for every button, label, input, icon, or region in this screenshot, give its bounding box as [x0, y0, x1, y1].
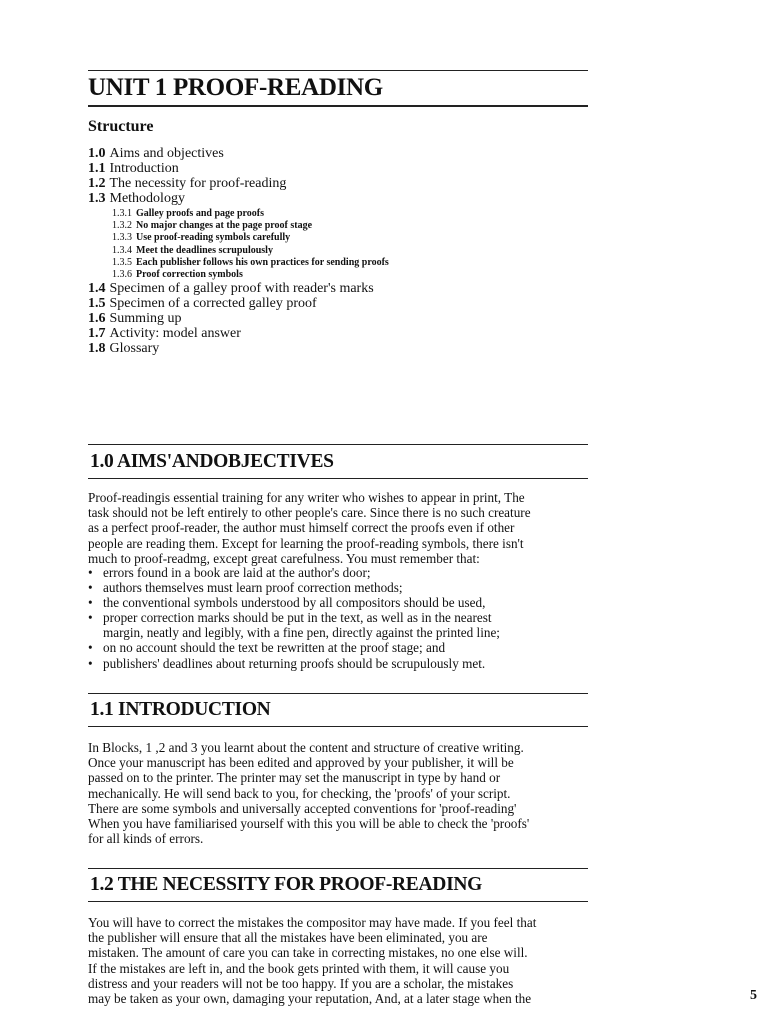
- structure-heading: Structure: [88, 118, 154, 135]
- toc-item: 1.0 Aims and objectives: [88, 146, 224, 161]
- list-item: • errors found in a book are laid at the author's door;: [88, 565, 371, 580]
- section-rule: [88, 726, 588, 727]
- toc-subitem: 1.3.3 Use proof-reading symbols carefully: [112, 232, 291, 244]
- section-heading-introduction: 1.1 INTRODUCTION: [90, 699, 271, 720]
- list-item: • publishers' deadlines about returning proofs should be scrupulously met.: [88, 655, 486, 671]
- section-rule: [88, 444, 588, 445]
- toc-item: 1.7 Activity: model answer: [88, 326, 241, 342]
- title-underline: [88, 105, 588, 107]
- unit-title: UNIT 1 PROOF-READING: [88, 74, 383, 101]
- toc-item: 1.5 Specimen of a corrected galley proof: [88, 296, 317, 312]
- section-rule: [88, 478, 588, 479]
- top-rule: [88, 70, 588, 71]
- toc-subitem: 1.3.2 No major changes at the page proof stage: [112, 220, 313, 232]
- page-number: 5: [750, 988, 757, 1003]
- section-rule: [88, 868, 588, 869]
- aims-bullet-list: [88, 565, 588, 671]
- toc-item: 1.8 Glossary: [88, 341, 160, 357]
- toc-item: 1.2 The necessity for proof-reading: [88, 176, 287, 191]
- toc-subitem: 1.3.4 Meet the deadlines scrupulously: [112, 244, 273, 256]
- table-of-contents: [88, 146, 588, 356]
- toc-item: 1.1 Introduction: [88, 161, 179, 176]
- toc-subitem: 1.3.6 Proof correction symbols: [112, 269, 243, 281]
- necessity-paragraph: You will have to correct the mistakes the compositor may have made. If you feel that the publisher will ensure that all the mistakes have been eliminated, you are mistaken. The amount of care you can take in correcting mistakes, no one else will. If the mistakes are left in, and the book gets printed with them, it will cause you distress and your readers will not be too happy. If you are a scholar, the mistakes may be taken as your own, damaging your reputation, And, at a later stage when the: [88, 915, 537, 1007]
- toc-item: 1.6 Summing up: [88, 311, 182, 327]
- list-item: • proper correction marks should be put in the text, as well as in the nearest margin, neatly and legibly, with a fine pen, directly against the printed line;: [88, 610, 500, 641]
- list-item: • authors themselves must learn proof correction methods;: [88, 580, 403, 596]
- toc-subitem: 1.3.5 Each publisher follows his own practices for sending proofs: [112, 256, 389, 268]
- list-item: • the conventional symbols understood by all compositors should be used,: [88, 595, 486, 611]
- toc-item: 1.4 Specimen of a galley proof with reader's marks: [88, 281, 374, 297]
- aims-paragraph: Proof-readingis essential training for any writer who wishes to appear in print, The task should not be left entirely to other people's care. Since there is no such creature as a perfect proof-reader, the author must himself correct the proofs even if other people are reading them. Except for learning the proof-reading symbols, there isn't much to proof-readmg, except great carefulness. You must remember that:: [88, 490, 531, 566]
- list-item: • on no account should the text be rewritten at the proof stage; and: [88, 640, 446, 656]
- introduction-paragraph: In Blocks, 1 ,2 and 3 you learnt about the content and structure of creative writing. Once your manuscript has been edited and approved by your publisher, it will be passed on to the printer. The printer may set the manuscript in type by hand or mechanically. He will send back to you, for checking, the 'proofs' of your script. There are some symbols and universally accepted conventions for 'proof-reading' When you have familiarised yourself with this you will be able to check the 'proofs' for all kinds of errors.: [88, 740, 530, 847]
- toc-subitem: 1.3.1 Galley proofs and page proofs: [112, 208, 264, 219]
- toc-item: 1.3 Methodology: [88, 191, 185, 206]
- section-heading-aims: 1.0 AIMS'ANDOBJECTIVES: [90, 451, 334, 472]
- section-rule: [88, 901, 588, 902]
- section-rule: [88, 693, 588, 694]
- section-heading-necessity: 1.2 THE NECESSITY FOR PROOF-READING: [90, 874, 483, 895]
